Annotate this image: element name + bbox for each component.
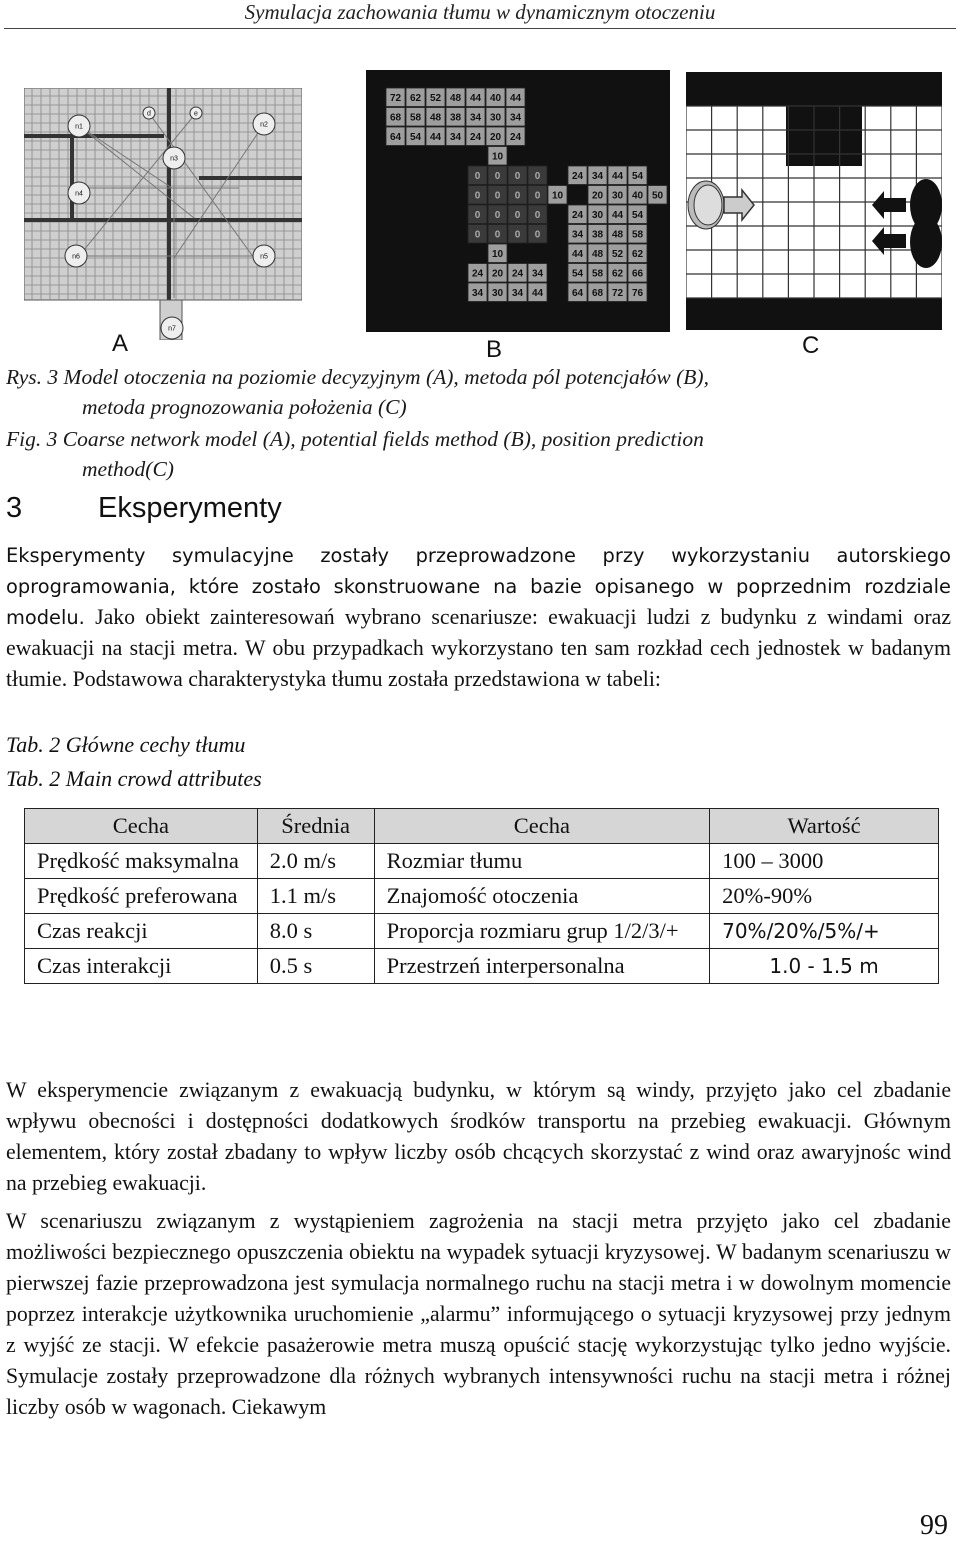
potential-value: 44 [611,210,624,221]
potential-value: 0 [534,229,541,241]
potential-value: 44 [509,93,522,104]
potential-value: 76 [631,288,644,299]
running-head: Symulacja zachowania tłumu w dynamicznym otoczeniu [244,0,716,24]
potential-value: 58 [631,229,644,241]
potential-value: 48 [591,249,604,260]
potential-value: 62 [631,249,644,260]
table-cell: Prędkość maksymalna [25,844,258,879]
svg-text:n4: n4 [75,190,83,198]
svg-text:e: e [194,110,198,118]
potential-value: 30 [489,112,502,124]
table-header-cell: Wartość [710,809,939,844]
table-cell: Rozmiar tłumu [374,844,710,879]
potential-value: 34 [469,112,482,124]
table-cell: Czas interakcji [25,949,258,984]
potential-value: 38 [591,229,604,241]
figure-panel-a [24,88,302,340]
potential-value: 0 [534,210,541,221]
panel-label-b: B [486,336,503,363]
potential-value: 0 [474,190,481,202]
potential-value: 34 [509,112,522,124]
potential-value: 72 [389,93,402,104]
potential-value: 44 [571,249,584,260]
table-header-cell: Cecha [25,809,258,844]
potential-value: 64 [389,132,402,143]
potential-value: 24 [509,132,522,143]
svg-text:n7: n7 [168,325,176,333]
potential-value: 0 [534,171,541,182]
svg-text:d: d [147,110,151,118]
potential-value: 66 [631,268,644,280]
section-number: 3 [6,492,23,524]
svg-text:n3: n3 [170,155,178,163]
network-node [143,107,155,119]
table-cell: 20%-90% [710,879,939,914]
figure-panel-b [366,70,670,332]
network-node [163,147,185,169]
network-node [68,182,90,204]
caption-pl-line2: metoda prognozowania położenia (C) [82,395,407,419]
potential-value: 10 [491,151,504,163]
table-caption-pl: Tab. 2 Główne cechy tłumu [6,732,246,757]
potential-value: 44 [531,288,544,299]
potential-value: 44 [611,171,624,182]
potential-value: 52 [611,249,624,260]
potential-value: 24 [571,210,584,221]
potential-value: 10 [491,249,504,260]
potential-value: 20 [491,268,504,280]
potential-value: 24 [469,132,482,143]
potential-value: 0 [474,229,481,241]
potential-value: 34 [591,171,604,182]
panel-label-c: C [802,332,820,359]
potential-value: 30 [591,210,604,221]
paragraph-intro-part1: Eksperymenty symulacyjne zostały przeprowadzone przy wykorzystaniu autorskiego oprogramowania, które zostało skonstruowane na bazie opisanego w poprzednim rozdziale modelu. [6,544,951,629]
potential-value: 34 [471,288,484,299]
potential-value: 24 [471,268,484,280]
potential-value: 0 [494,190,501,202]
table-row [25,844,939,879]
potential-value: 68 [389,112,402,124]
table-header-row [25,809,939,844]
network-node [253,113,275,135]
table-cell: Znajomość otoczenia [374,879,710,914]
section-heading [6,492,282,525]
svg-text:n2: n2 [260,121,268,129]
potential-value: 24 [511,268,524,280]
potential-value: 72 [611,288,624,299]
paragraph-metro-scenario: W scenariuszu związanym z wystąpieniem zagrożenia na stacji metra przyjęto jako cel zbadanie możliwości bezpiecznego opuszczenia obiektu na wypadek sytuacji kryzysowej. W badanym scenariuszu w pierwszej fazie przeprowadzona jest symulacja normalnego ruchu na stacji metra i w dowolnym momencie poprzez interakcje użytkownika uruchomienie „alarmu” informującego o sytuacji kryzysowej przy jednym z wyjść ze stacji. W efekcie pasażerowie metra muszą opuścić stację wykorzystując tylko jedno wyjście. Symulacje zostały przeprowadzone dla różnych wybranych intensywności ruchu na stacji metra i różnej liczby osób w wagonach. Ciekawym [6,1209,951,1419]
table-caption-en: Tab. 2 Main crowd attributes [6,766,262,791]
figure-caption-pl [6,362,956,422]
page-number: 99 [920,1510,948,1541]
potential-value: 44 [429,132,442,143]
potential-value: 40 [631,190,644,202]
caption-en-line1: Fig. 3 Coarse network model (A), potential fields method (B), position prediction [6,427,704,451]
potential-value: 0 [474,171,481,182]
potential-value: 0 [494,229,501,241]
potential-value: 20 [591,190,604,202]
potential-value: 64 [571,288,584,299]
potential-value: 10 [551,190,564,202]
caption-en-line2: method(C) [82,457,174,481]
paragraph-intro [6,540,951,695]
potential-value: 0 [534,190,541,202]
table-cell: 0.5 s [257,949,374,984]
potential-value: 30 [491,288,504,299]
potential-value: 0 [494,210,501,221]
table-cell: 2.0 m/s [257,844,374,879]
potential-value: 50 [651,190,664,202]
table-cell: 100 – 3000 [710,844,939,879]
potential-value: 54 [571,268,584,280]
potential-value: 20 [489,132,502,143]
potential-value: 48 [611,229,624,241]
table-header-cell: Średnia [257,809,374,844]
table-row [25,949,939,984]
potential-value: 34 [511,288,524,299]
potential-value: 38 [449,112,462,124]
potential-value: 0 [514,190,521,202]
table-cell: 1.1 m/s [257,879,374,914]
table-cell: Czas reakcji [25,914,258,949]
potential-value: 0 [514,210,521,221]
potential-value: 52 [429,93,442,104]
table-row [25,879,939,914]
table-row [25,914,939,949]
network-node [65,245,87,267]
header-rule [4,28,956,29]
table-cell: 8.0 s [257,914,374,949]
potential-value: 54 [631,171,644,182]
potential-value: 0 [514,171,521,182]
table-cell: 70%/20%/5%/+ [710,914,939,949]
potential-value: 62 [611,268,624,280]
potential-value: 0 [514,229,521,241]
crowd-attributes-table [24,808,939,984]
potential-value: 34 [531,268,544,280]
table-header-cell: Cecha [374,809,710,844]
caption-pl-line1: Rys. 3 Model otoczenia na poziomie decyzyjnym (A), metoda pól potencjałów (B), [6,365,709,389]
paragraph-building-evacuation: W eksperymencie związanym z ewakuacją budynku, w którym są windy, przyjęto jako cel zbadanie wpływu obecności i dostępności dodatkowych środków transportu na przebieg ewakuacji. Głównym elementem, który został zbadany to wpływ liczby osób chcących skorzystać z wind oraz awaryjnośc wind na przebieg ewakuacji. [6,1078,951,1195]
potential-value: 48 [429,112,442,124]
potential-value: 0 [474,210,481,221]
paragraph-intro-part2: Jako obiekt zainteresowań wybrano scenariusze: ewakuacji ludzi z budynku z windami oraz ewakuacji na stacji metra. W obu przypadkach wykorzystano ten sam rozkład cech jednostek w badanym tłumie. Podstawowa charakterystyka tłumu została przedstawiona w tabeli: [6,605,951,691]
network-node [161,317,183,339]
table-cell: Proporcja rozmiaru grup 1/2/3/+ [374,914,710,949]
potential-value: 0 [494,171,501,182]
potential-value: 54 [631,210,644,221]
network-node [190,107,202,119]
potential-value: 58 [409,112,422,124]
potential-value: 34 [571,229,584,241]
panel-label-a: A [112,330,129,357]
potential-value: 30 [611,190,624,202]
potential-value: 34 [449,132,462,143]
section-title: Eksperymenty [98,492,282,524]
table-cell: Przestrzeń interpersonalna [374,949,710,984]
figure-panel-c [686,72,942,330]
potential-value: 62 [409,93,422,104]
potential-value: 58 [591,268,604,280]
potential-value: 48 [449,93,462,104]
table-cell: Prędkość preferowana [25,879,258,914]
potential-value: 24 [571,171,584,182]
potential-value: 40 [489,93,502,104]
potential-value: 68 [591,288,604,299]
svg-text:n1: n1 [75,123,83,131]
figure-caption-en [6,424,956,484]
svg-text:n6: n6 [72,253,80,261]
potential-value: 44 [469,93,482,104]
svg-text:n5: n5 [260,253,268,261]
table-cell: 1.0 - 1.5 m [710,949,939,984]
network-node [68,115,90,137]
potential-value: 54 [409,132,422,143]
network-node [253,245,275,267]
